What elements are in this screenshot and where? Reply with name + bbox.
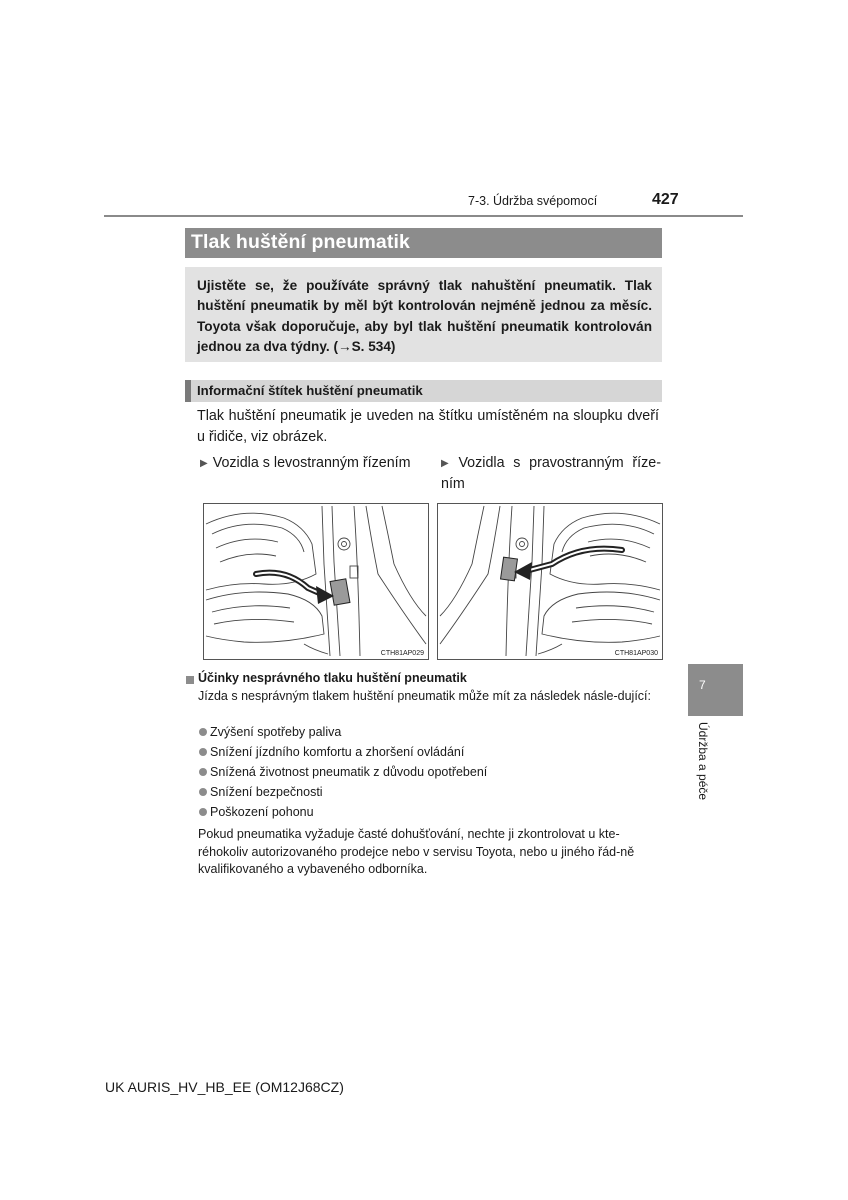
subheading-label-info: Informační štítek huštění pneumatik xyxy=(197,383,423,398)
effects-intro: Jízda s nesprávným tlakem huštění pneumatik může mít za následek násle-dující: xyxy=(198,689,651,703)
door-pillar-illustration xyxy=(438,504,662,659)
figure-code: CTH81AP030 xyxy=(614,650,658,657)
chapter-tab xyxy=(688,664,743,716)
figure-code: CTH81AP029 xyxy=(380,650,424,657)
bullet-icon xyxy=(199,808,207,816)
label-location-text: Tlak huštění pneumatik je uveden na štítku umístěném na sloupku dveří u řidiče, viz obrázek. xyxy=(197,408,659,445)
chapter-label: Údržba a péče xyxy=(696,722,710,801)
intro-text: Ujistěte se, že používáte správný tlak nahuštění pneumatik. Tlak huštění pneumatik by měl být kontrolován nejméně jednou za měsíc. Toyota však doporučuje, aby byl tlak huštění pneumatik kontrolován jednou za dva týdny. (→S. 534) xyxy=(197,278,652,354)
list-item: Snížení bezpečnosti xyxy=(198,784,487,804)
variant-lhd xyxy=(200,453,430,474)
variant-rhd xyxy=(441,453,661,495)
list-item: Snížení jízdního komfortu a zhoršení ovládání xyxy=(198,744,487,764)
triangle-bullet-icon: ▶ xyxy=(441,458,454,469)
door-pillar-illustration xyxy=(204,504,428,659)
list-item: Snížená životnost pneumatik z důvodu opotřebení xyxy=(198,764,487,784)
effects-note: Pokud pneumatika vyžaduje časté dohušťování, nechte ji zkontrolovat u kte-réhokoliv autorizovaného prodejce nebo v servisu Toyota, nebo u jiného řád-ně kvalifikovaného a vybaveného odborníka. xyxy=(198,827,635,876)
figure-rhd-door-pillar xyxy=(437,503,663,660)
bullet-icon xyxy=(199,788,207,796)
bullet-icon xyxy=(199,728,207,736)
page-title: Tlak huštění pneumatik xyxy=(191,231,410,253)
list-item: Zvýšení spotřeby paliva xyxy=(198,724,487,744)
bullet-icon xyxy=(199,768,207,776)
running-header-section: 7-3. Údržba svépomocí xyxy=(468,194,598,208)
effects-list xyxy=(198,724,487,824)
triangle-bullet-icon: ▶ xyxy=(200,458,208,469)
variant-rhd-label: Vozidla s pravostranným říze-ním xyxy=(441,455,661,492)
footer-doc-id: UK AURIS_HV_HB_EE (OM12J68CZ) xyxy=(105,1079,344,1095)
page-number: 427 xyxy=(652,191,679,208)
chapter-number: 7 xyxy=(699,678,706,692)
effects-heading: Účinky nesprávného tlaku huštění pneumatik xyxy=(198,671,467,685)
subheading-marker xyxy=(185,380,191,402)
variant-lhd-label: Vozidla s levostranným řízením xyxy=(212,455,411,471)
section-square-icon xyxy=(186,676,194,684)
bullet-icon xyxy=(199,748,207,756)
list-item: Poškození pohonu xyxy=(198,804,487,824)
header-rule xyxy=(104,215,743,217)
figure-lhd-door-pillar xyxy=(203,503,429,660)
